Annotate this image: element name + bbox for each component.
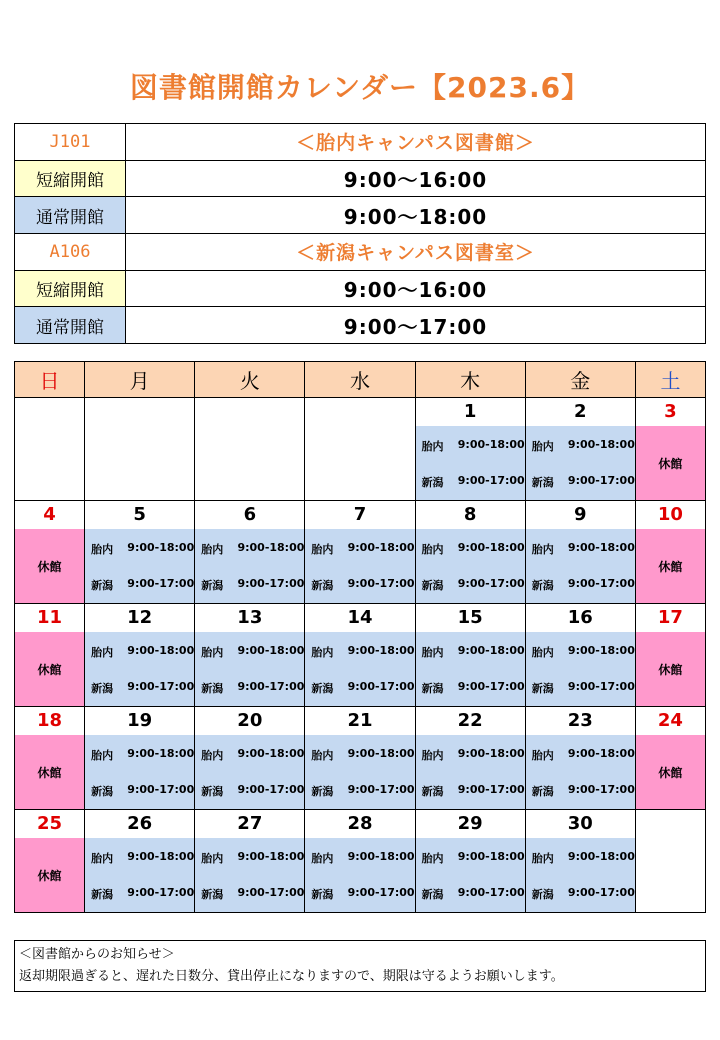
hours-time: 9:00〜18:00 [126, 197, 706, 234]
campus-hours: 9:00-17:00 [457, 474, 525, 487]
open-hours [526, 529, 635, 603]
campus-name: 胎内 [311, 852, 334, 865]
campus-hours: 9:00-18:00 [347, 644, 415, 657]
campus-name: 新潟 [201, 579, 224, 592]
calendar-day-cell [525, 604, 635, 707]
open-hours-line [311, 850, 414, 866]
open-hours-line [532, 541, 635, 557]
calendar-day-cell [305, 810, 415, 913]
calendar-day-cell [195, 810, 305, 913]
campus-hours: 9:00-18:00 [457, 747, 525, 760]
library-header-row [15, 124, 706, 161]
open-hours [526, 735, 635, 809]
hours-row [15, 197, 706, 234]
campus-hours: 9:00-17:00 [237, 886, 305, 899]
campus-name: 胎内 [531, 749, 554, 762]
calendar-day-cell [305, 707, 415, 810]
campus-name: 新潟 [311, 785, 334, 798]
campus-name: 胎内 [201, 543, 224, 556]
weekday-header: 月 [85, 362, 195, 398]
day-number: 13 [237, 607, 263, 628]
open-hours-line [532, 474, 635, 490]
open-hours-line [311, 680, 414, 696]
calendar-day-cell [415, 707, 525, 810]
calendar-day-cell [635, 604, 705, 707]
day-number: 30 [567, 813, 593, 834]
open-hours-line [532, 886, 635, 902]
open-hours-line [201, 577, 304, 593]
calendar-day-cell [305, 604, 415, 707]
open-hours-line [532, 850, 635, 866]
open-hours-line [422, 850, 525, 866]
hours-time: 9:00〜16:00 [126, 160, 706, 197]
calendar-day-cell [415, 810, 525, 913]
campus-name: 胎内 [311, 646, 334, 659]
calendar-day-cell [305, 501, 415, 604]
calendar-day-cell [525, 501, 635, 604]
open-hours-line [532, 438, 635, 454]
open-hours-line [311, 783, 414, 799]
campus-name: 胎内 [421, 749, 444, 762]
campus-hours: 9:00-17:00 [347, 680, 415, 693]
day-number: 24 [657, 710, 683, 731]
open-hours-line [422, 474, 525, 490]
closed-label: 休館 [15, 735, 84, 809]
day-number: 22 [457, 710, 483, 731]
calendar-day-cell [525, 707, 635, 810]
hours-row [15, 307, 706, 344]
open-hours-line [422, 438, 525, 454]
library-code: J101 [15, 124, 126, 161]
campus-name: 新潟 [421, 476, 444, 489]
hours-label: 短縮開館 [15, 160, 126, 197]
campus-hours: 9:00-18:00 [567, 747, 635, 760]
campus-name: 新潟 [91, 888, 114, 901]
campus-hours: 9:00-18:00 [567, 644, 635, 657]
campus-hours: 9:00-17:00 [347, 886, 415, 899]
weekday-header: 日 [15, 362, 85, 398]
campus-name: 新潟 [201, 682, 224, 695]
campus-hours: 9:00-18:00 [347, 747, 415, 760]
campus-hours: 9:00-17:00 [237, 680, 305, 693]
day-number: 4 [43, 504, 56, 525]
day-number: 21 [347, 710, 373, 731]
open-hours-line [422, 783, 525, 799]
campus-hours: 9:00-17:00 [567, 680, 635, 693]
campus-name: 胎内 [201, 749, 224, 762]
open-hours-line [422, 886, 525, 902]
open-hours-line [532, 577, 635, 593]
calendar-day-cell [15, 501, 85, 604]
campus-name: 胎内 [91, 543, 114, 556]
campus-hours: 9:00-17:00 [457, 577, 525, 590]
open-hours [416, 838, 525, 912]
open-hours [526, 838, 635, 912]
calendar-day-cell [85, 398, 195, 501]
open-hours [85, 632, 194, 706]
open-hours [416, 735, 525, 809]
day-number: 2 [574, 401, 587, 422]
day-number: 25 [37, 813, 63, 834]
campus-hours: 9:00-18:00 [127, 747, 195, 760]
day-number: 12 [127, 607, 153, 628]
day-number: 11 [37, 607, 63, 628]
campus-hours: 9:00-17:00 [457, 886, 525, 899]
campus-hours: 9:00-18:00 [457, 438, 525, 451]
closed-label: 休館 [15, 632, 84, 706]
open-hours [416, 426, 525, 500]
calendar-day-cell [635, 810, 705, 913]
calendar-day-cell [195, 398, 305, 501]
day-number: 14 [347, 607, 373, 628]
calendar-week-row [15, 810, 706, 913]
calendar-day-cell [415, 398, 525, 501]
open-hours-line [422, 747, 525, 763]
weekday-header: 金 [525, 362, 635, 398]
calendar-table [14, 361, 706, 913]
opening-hours-table [14, 123, 706, 344]
open-hours [416, 529, 525, 603]
open-hours-line [532, 783, 635, 799]
campus-hours: 9:00-18:00 [457, 644, 525, 657]
open-hours [526, 632, 635, 706]
campus-name: 胎内 [201, 852, 224, 865]
weekday-header: 木 [415, 362, 525, 398]
open-hours-line [311, 577, 414, 593]
open-hours-line [91, 783, 194, 799]
campus-hours: 9:00-17:00 [127, 783, 195, 796]
open-hours-line [532, 680, 635, 696]
open-hours-line [91, 644, 194, 660]
campus-hours: 9:00-17:00 [127, 680, 195, 693]
day-number: 8 [463, 504, 477, 525]
hours-time: 9:00〜17:00 [126, 307, 706, 344]
calendar-day-cell [305, 398, 415, 501]
day-number: 18 [37, 710, 63, 731]
open-hours [195, 838, 304, 912]
campus-hours: 9:00-18:00 [347, 541, 415, 554]
campus-hours: 9:00-18:00 [567, 438, 635, 451]
campus-hours: 9:00-18:00 [127, 850, 195, 863]
campus-name: 新潟 [531, 579, 554, 592]
weekday-header: 水 [305, 362, 415, 398]
campus-hours: 9:00-17:00 [457, 680, 525, 693]
calendar-day-cell [525, 398, 635, 501]
open-hours-line [422, 644, 525, 660]
campus-name: 新潟 [531, 682, 554, 695]
campus-name: 胎内 [91, 749, 114, 762]
campus-name: 新潟 [531, 888, 554, 901]
hours-label: 短縮開館 [15, 270, 126, 307]
open-hours [85, 735, 194, 809]
open-hours [526, 426, 635, 500]
campus-name: 胎内 [201, 646, 224, 659]
campus-hours: 9:00-17:00 [237, 783, 305, 796]
open-hours [305, 529, 414, 603]
open-hours-line [201, 850, 304, 866]
closed-label: 休館 [636, 426, 705, 500]
day-number: 3 [664, 401, 677, 422]
campus-name: 胎内 [91, 646, 114, 659]
day-number: 6 [243, 504, 257, 525]
campus-hours: 9:00-18:00 [237, 747, 305, 760]
campus-hours: 9:00-18:00 [127, 644, 195, 657]
calendar-day-cell [415, 604, 525, 707]
library-name: ＜新潟キャンパス図書室＞ [126, 234, 706, 271]
campus-hours: 9:00-18:00 [237, 541, 305, 554]
campus-name: 胎内 [421, 852, 444, 865]
open-hours [305, 735, 414, 809]
campus-hours: 9:00-18:00 [237, 850, 305, 863]
campus-hours: 9:00-18:00 [457, 541, 525, 554]
calendar-day-cell [635, 398, 705, 501]
campus-hours: 9:00-17:00 [567, 577, 635, 590]
campus-name: 胎内 [311, 749, 334, 762]
open-hours-line [201, 783, 304, 799]
closed-label: 休館 [15, 838, 84, 912]
campus-name: 新潟 [91, 682, 114, 695]
open-hours [305, 838, 414, 912]
open-hours-line [201, 747, 304, 763]
calendar-day-cell [85, 501, 195, 604]
open-hours-line [532, 644, 635, 660]
campus-hours: 9:00-17:00 [127, 886, 195, 899]
weekday-header-row [15, 362, 706, 398]
campus-name: 新潟 [421, 579, 444, 592]
calendar-day-cell [85, 707, 195, 810]
calendar-day-cell [15, 604, 85, 707]
open-hours-line [532, 747, 635, 763]
open-hours-line [311, 886, 414, 902]
campus-hours: 9:00-17:00 [347, 783, 415, 796]
open-hours-line [91, 541, 194, 557]
campus-hours: 9:00-17:00 [127, 577, 195, 590]
weekday-header: 火 [195, 362, 305, 398]
calendar-day-cell [635, 501, 705, 604]
calendar-week-row [15, 604, 706, 707]
notice-body: 返却期限過ぎると、遅れた日数分、貸出停止になりますので、期限は守るようお願いします。 [19, 969, 564, 984]
open-hours-line [422, 541, 525, 557]
library-header-row [15, 234, 706, 271]
open-hours-line [91, 680, 194, 696]
campus-name: 新潟 [421, 785, 444, 798]
open-hours [195, 632, 304, 706]
campus-name: 新潟 [421, 682, 444, 695]
open-hours-line [311, 644, 414, 660]
day-number: 28 [347, 813, 373, 834]
campus-name: 新潟 [91, 785, 114, 798]
open-hours-line [201, 680, 304, 696]
campus-name: 胎内 [91, 852, 114, 865]
closed-label: 休館 [636, 529, 705, 603]
day-number: 7 [353, 504, 367, 525]
hours-row [15, 270, 706, 307]
day-number: 5 [133, 504, 146, 525]
open-hours-line [201, 541, 304, 557]
day-number: 16 [567, 607, 593, 628]
hours-time: 9:00〜16:00 [126, 270, 706, 307]
open-hours [416, 632, 525, 706]
calendar-day-cell [85, 604, 195, 707]
calendar-day-cell [15, 810, 85, 913]
calendar-day-cell [635, 707, 705, 810]
notice-box [14, 940, 706, 992]
open-hours [195, 529, 304, 603]
notice-heading: ＜図書館からのお知らせ＞ [19, 947, 175, 962]
open-hours [85, 838, 194, 912]
campus-hours: 9:00-17:00 [567, 886, 635, 899]
calendar-day-cell [195, 501, 305, 604]
campus-name: 新潟 [531, 476, 554, 489]
campus-hours: 9:00-18:00 [347, 850, 415, 863]
open-hours-line [422, 680, 525, 696]
campus-hours: 9:00-18:00 [237, 644, 305, 657]
campus-name: 新潟 [531, 785, 554, 798]
campus-hours: 9:00-17:00 [347, 577, 415, 590]
calendar-body [15, 398, 706, 913]
open-hours-line [201, 886, 304, 902]
campus-name: 新潟 [201, 785, 224, 798]
day-number: 15 [457, 607, 483, 628]
campus-name: 新潟 [311, 682, 334, 695]
campus-hours: 9:00-18:00 [567, 850, 635, 863]
hours-label: 通常開館 [15, 307, 126, 344]
weekday-header: 土 [635, 362, 705, 398]
campus-name: 胎内 [421, 543, 444, 556]
campus-name: 胎内 [421, 440, 444, 453]
calendar-day-cell [15, 707, 85, 810]
open-hours-line [91, 886, 194, 902]
campus-name: 新潟 [311, 579, 334, 592]
open-hours [305, 632, 414, 706]
campus-name: 胎内 [531, 440, 554, 453]
day-number: 9 [574, 504, 587, 525]
library-name: ＜胎内キャンパス図書館＞ [126, 124, 706, 161]
calendar-day-cell [15, 398, 85, 501]
open-hours [195, 735, 304, 809]
campus-hours: 9:00-17:00 [567, 474, 635, 487]
closed-label: 休館 [636, 632, 705, 706]
campus-hours: 9:00-17:00 [237, 577, 305, 590]
calendar-day-cell [415, 501, 525, 604]
open-hours [85, 529, 194, 603]
day-number: 17 [657, 607, 683, 628]
day-number: 10 [657, 504, 683, 525]
campus-name: 新潟 [421, 888, 444, 901]
hours-label: 通常開館 [15, 197, 126, 234]
open-hours-line [311, 747, 414, 763]
closed-label: 休館 [636, 735, 705, 809]
closed-label: 休館 [15, 529, 84, 603]
campus-hours: 9:00-18:00 [457, 850, 525, 863]
calendar-day-cell [525, 810, 635, 913]
campus-name: 胎内 [311, 543, 334, 556]
calendar-day-cell [195, 707, 305, 810]
campus-name: 胎内 [531, 646, 554, 659]
campus-name: 胎内 [421, 646, 444, 659]
hours-row [15, 160, 706, 197]
campus-name: 新潟 [201, 888, 224, 901]
open-hours-line [91, 577, 194, 593]
calendar-week-row [15, 501, 706, 604]
open-hours-line [311, 541, 414, 557]
calendar-week-row [15, 707, 706, 810]
day-number: 19 [127, 710, 153, 731]
open-hours-line [91, 747, 194, 763]
open-hours-line [91, 850, 194, 866]
day-number: 29 [457, 813, 483, 834]
day-number: 23 [567, 710, 593, 731]
open-hours-line [422, 577, 525, 593]
campus-hours: 9:00-18:00 [567, 541, 635, 554]
campus-name: 胎内 [531, 852, 554, 865]
day-number: 20 [237, 710, 263, 731]
day-number: 27 [237, 813, 263, 834]
open-hours-line [201, 644, 304, 660]
campus-name: 胎内 [531, 543, 554, 556]
calendar-day-cell [85, 810, 195, 913]
campus-hours: 9:00-17:00 [567, 783, 635, 796]
day-number: 1 [463, 401, 477, 422]
library-code: A106 [15, 234, 126, 271]
calendar-day-cell [195, 604, 305, 707]
campus-hours: 9:00-17:00 [457, 783, 525, 796]
calendar-week-row [15, 398, 706, 501]
day-number: 26 [127, 813, 153, 834]
campus-name: 新潟 [91, 579, 114, 592]
campus-hours: 9:00-18:00 [127, 541, 195, 554]
page-title: 図書館開館カレンダー【2023.6】 [129, 71, 591, 104]
campus-name: 新潟 [311, 888, 334, 901]
